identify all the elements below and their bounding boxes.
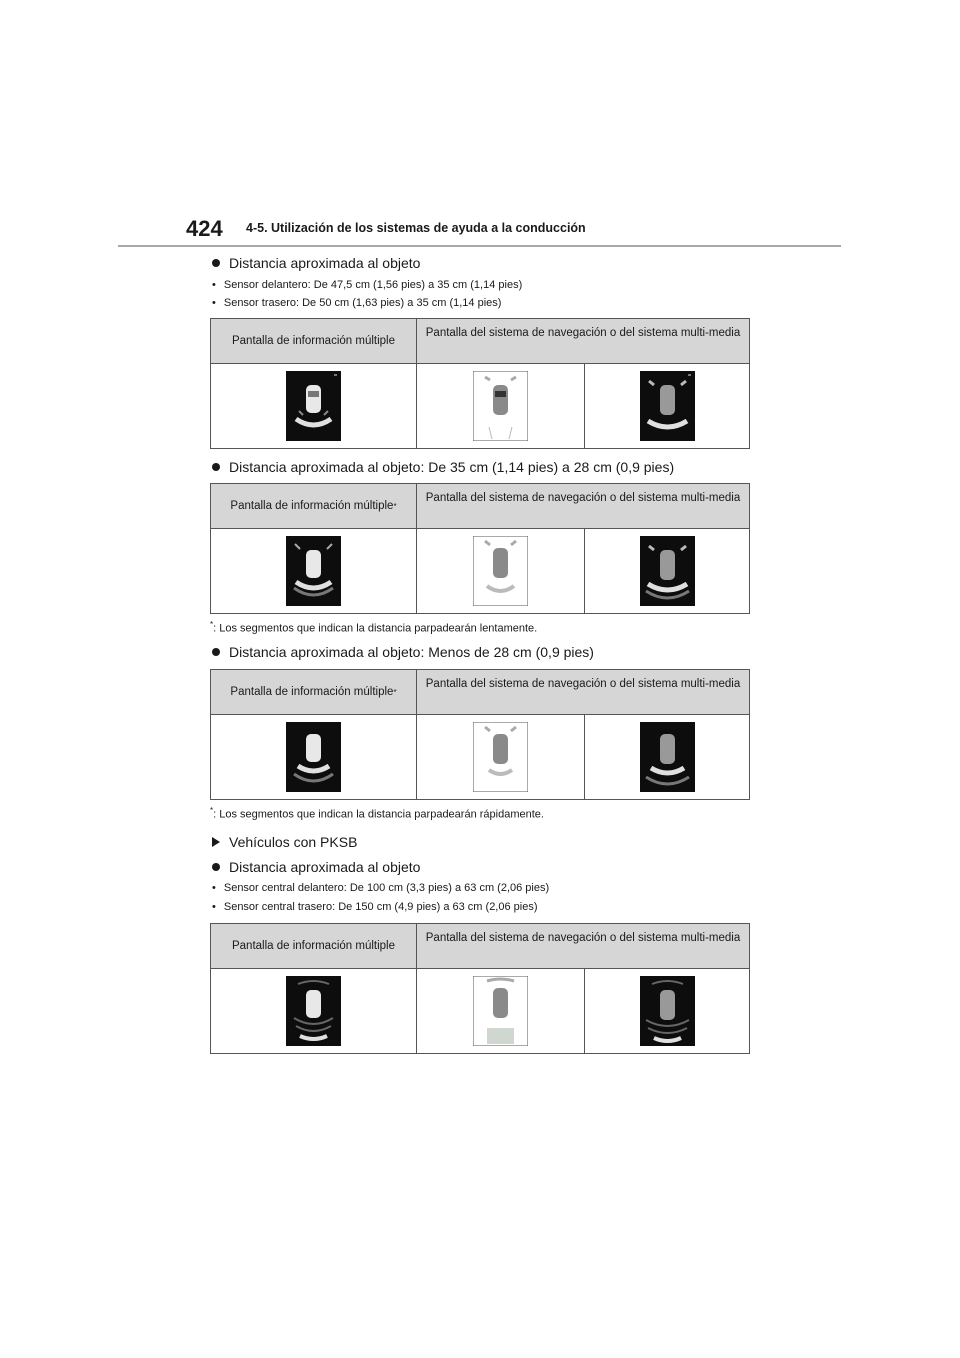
sub-text: Sensor central delantero: De 100 cm (3,3 pies) a 63 cm (2,06 pies) (223, 882, 550, 894)
multimedia-display-image (640, 722, 695, 792)
bullet-item (212, 255, 420, 271)
table-row (211, 529, 749, 613)
table-row (211, 969, 749, 1053)
bullet-text: Distancia aproximada al objeto: Menos de 28 cm (0,9 pies) (229, 644, 594, 660)
bullet-item (212, 644, 594, 660)
display-table (210, 669, 750, 800)
multimedia-display-image (640, 371, 695, 441)
small-bullet-icon: • (212, 901, 216, 913)
col-nav-header: Pantalla del sistema de navegación o del sistema multi-media (425, 327, 741, 339)
sub-item (212, 882, 549, 894)
bullet-dot-icon (212, 259, 220, 267)
footnote: *: Los segmentos que indican la distancia parpadearán lentamente. (210, 620, 538, 635)
col-mid-header: Pantalla de información múltiple (211, 319, 417, 363)
nav-display-image (473, 371, 528, 441)
header-divider (118, 245, 841, 247)
table-header (211, 670, 749, 715)
bullet-text: Distancia aproximada al objeto: De 35 cm (1,14 pies) a 28 cm (0,9 pies) (229, 459, 675, 475)
display-table (210, 318, 750, 449)
footnote: *: Los segmentos que indican la distancia parpadearán rápidamente. (210, 806, 544, 821)
col-mid-header: Pantalla de información múltiple (211, 924, 417, 968)
mid-display-image (286, 722, 341, 792)
col-nav-header: Pantalla del sistema de navegación o del sistema multi-media (425, 678, 741, 690)
subheading-text: Vehículos con PKSB (229, 834, 358, 850)
display-table (210, 483, 750, 614)
mid-display-image (286, 976, 341, 1046)
bullet-item (212, 859, 420, 875)
sub-text: Sensor delantero: De 47,5 cm (1,56 pies) a 35 cm (1,14 pies) (223, 279, 523, 291)
bullet-dot-icon (212, 463, 220, 471)
table-header (211, 924, 749, 969)
bullet-dot-icon (212, 648, 220, 656)
mid-display-image (286, 536, 341, 606)
bullet-text: Distancia aproximada al objeto (229, 255, 421, 271)
col-mid-header: Pantalla de información múltiple * (211, 484, 417, 528)
bullet-dot-icon (212, 863, 220, 871)
small-bullet-icon: • (212, 882, 216, 894)
table-row (211, 715, 749, 799)
col-mid-header: Pantalla de información múltiple * (211, 670, 417, 714)
sub-item (212, 901, 538, 913)
nav-display-image (473, 722, 528, 792)
section-title: 4-5. Utilización de los sistemas de ayuda a la conducción (246, 221, 586, 235)
triangle-bullet-icon (212, 837, 220, 847)
table-header (211, 319, 749, 364)
table-row (211, 364, 749, 448)
bullet-item (212, 459, 674, 475)
small-bullet-icon: • (212, 279, 216, 291)
table-header (211, 484, 749, 529)
bullet-text: Distancia aproximada al objeto (229, 859, 421, 875)
display-table (210, 923, 750, 1054)
mid-display-image (286, 371, 341, 441)
sub-text: Sensor central trasero: De 150 cm (4,9 pies) a 63 cm (2,06 pies) (223, 901, 538, 913)
multimedia-display-image (640, 976, 695, 1046)
small-bullet-icon: • (212, 297, 216, 309)
col-nav-header: Pantalla del sistema de navegación o del sistema multi-media (425, 932, 741, 944)
sub-item (212, 297, 501, 309)
sub-text: Sensor trasero: De 50 cm (1,63 pies) a 35 cm (1,14 pies) (223, 297, 502, 309)
subheading (212, 834, 357, 850)
col-nav-header: Pantalla del sistema de navegación o del sistema multi-media (425, 492, 741, 504)
nav-display-image (473, 976, 528, 1046)
multimedia-display-image (640, 536, 695, 606)
sub-item (212, 279, 522, 291)
nav-display-image (473, 536, 528, 606)
page-number: 424 (186, 216, 223, 241)
